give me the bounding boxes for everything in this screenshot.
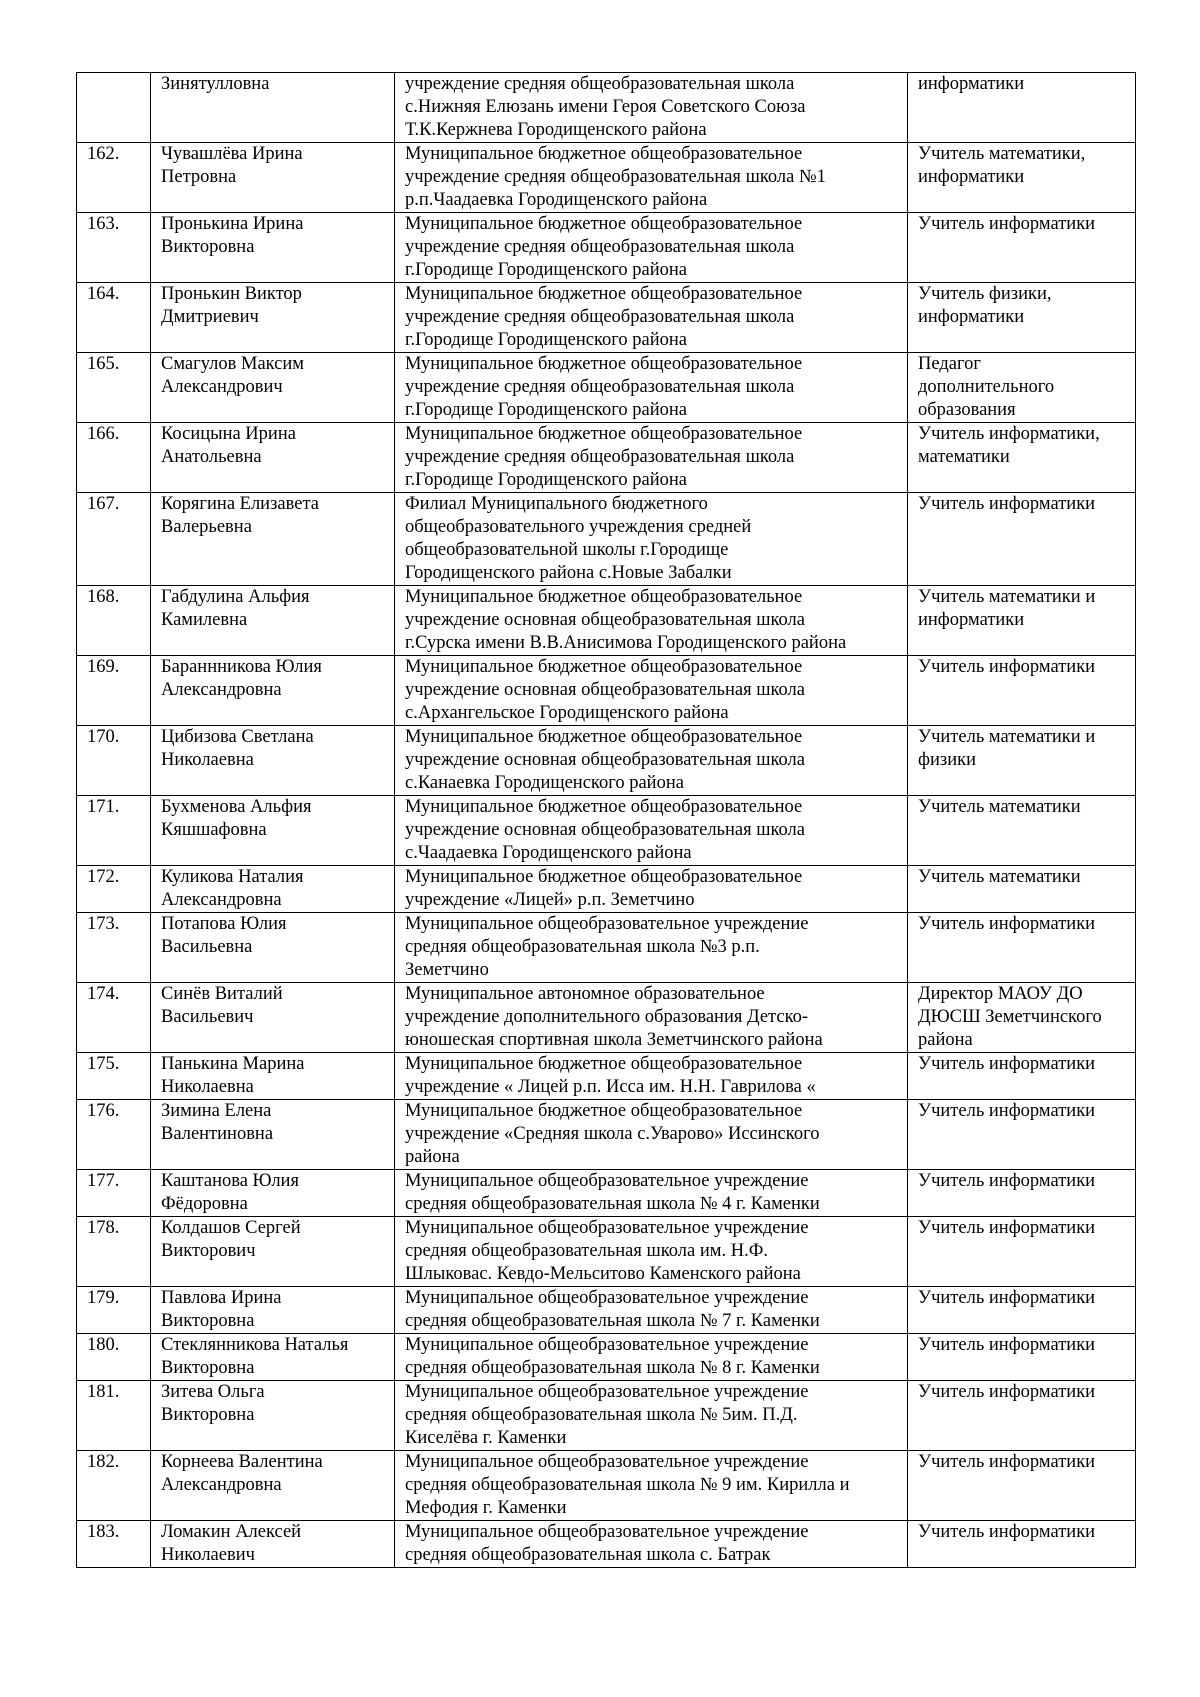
- institution: Муниципальное бюджетное общеобразовательное учреждение основная общеобразовательная школа с.Канаевка Городищенского района: [395, 726, 908, 796]
- teacher-name: Пронькин Виктор Дмитриевич: [151, 283, 395, 353]
- document-page: [76, 72, 1136, 1568]
- teacher-name: Зитева Ольга Викторовна: [151, 1381, 395, 1451]
- row-number: 166.: [77, 423, 151, 493]
- row-number: 177.: [77, 1170, 151, 1217]
- teacher-name: Чувашлёва Ирина Петровна: [151, 143, 395, 213]
- row-number: 172.: [77, 866, 151, 913]
- table-row: [77, 1521, 1136, 1568]
- position: Учитель информатики: [908, 1053, 1136, 1100]
- institution: Муниципальное бюджетное общеобразовательное учреждение средняя общеобразовательная школа г.Городище Городищенского района: [395, 213, 908, 283]
- row-number: 167.: [77, 493, 151, 586]
- teacher-name: Ломакин Алексей Николаевич: [151, 1521, 395, 1568]
- teacher-name: Зинятулловна: [151, 73, 395, 143]
- position: Учитель информатики, математики: [908, 423, 1136, 493]
- teacher-name: Зимина Елена Валентиновна: [151, 1100, 395, 1170]
- institution: Муниципальное бюджетное общеобразовательное учреждение основная общеобразовательная школа г.Сурска имени В.В.Анисимова Городищенского района: [395, 586, 908, 656]
- row-number: 164.: [77, 283, 151, 353]
- position: Учитель информатики: [908, 1217, 1136, 1287]
- table-row: [77, 1287, 1136, 1334]
- row-number: 165.: [77, 353, 151, 423]
- table-row: [77, 143, 1136, 213]
- institution: Муниципальное общеобразовательное учреждение средняя общеобразовательная школа им. Н.Ф. Шлыковас. Кевдо-Мельситово Каменского района: [395, 1217, 908, 1287]
- position: Директор МАОУ ДО ДЮСШ Земетчинского района: [908, 983, 1136, 1053]
- position: Педагог дополнительного образования: [908, 353, 1136, 423]
- row-number: 179.: [77, 1287, 151, 1334]
- teacher-name: Каштанова Юлия Фёдоровна: [151, 1170, 395, 1217]
- teacher-name: Бухменова Альфия Кяшшафовна: [151, 796, 395, 866]
- table-row: [77, 913, 1136, 983]
- teacher-name: Пронькина Ирина Викторовна: [151, 213, 395, 283]
- position: Учитель информатики: [908, 1287, 1136, 1334]
- row-number: 176.: [77, 1100, 151, 1170]
- teachers-table: [76, 72, 1136, 1568]
- position: Учитель информатики: [908, 656, 1136, 726]
- table-body: [77, 73, 1136, 1568]
- row-number: 181.: [77, 1381, 151, 1451]
- teacher-name: Синёв Виталий Васильевич: [151, 983, 395, 1053]
- position: информатики: [908, 73, 1136, 143]
- position: Учитель математики: [908, 866, 1136, 913]
- teacher-name: Габдулина Альфия Камилевна: [151, 586, 395, 656]
- teacher-name: Павлова Ирина Викторовна: [151, 1287, 395, 1334]
- position: Учитель информатики: [908, 1521, 1136, 1568]
- position: Учитель математики и информатики: [908, 586, 1136, 656]
- teacher-name: Косицына Ирина Анатольевна: [151, 423, 395, 493]
- row-number: 183.: [77, 1521, 151, 1568]
- position: Учитель физики, информатики: [908, 283, 1136, 353]
- teacher-name: Потапова Юлия Васильевна: [151, 913, 395, 983]
- position: Учитель математики: [908, 796, 1136, 866]
- row-number: 170.: [77, 726, 151, 796]
- institution: Муниципальное бюджетное общеобразовательное учреждение основная общеобразовательная школа с.Чаадаевка Городищенского района: [395, 796, 908, 866]
- position: Учитель информатики: [908, 1100, 1136, 1170]
- teacher-name: Смагулов Максим Александрович: [151, 353, 395, 423]
- teacher-name: Куликова Наталия Александровна: [151, 866, 395, 913]
- table-row: [77, 1217, 1136, 1287]
- institution: Филиал Муниципального бюджетного общеобразовательного учреждения средней общеобразовательной школы г.Городище Городищенского района с.Новые Забалки: [395, 493, 908, 586]
- table-row: [77, 423, 1136, 493]
- institution: Муниципальное общеобразовательное учреждение средняя общеобразовательная школа №3 р.п. Земетчино: [395, 913, 908, 983]
- table-row: [77, 1334, 1136, 1381]
- row-number: 173.: [77, 913, 151, 983]
- row-number: 182.: [77, 1451, 151, 1521]
- teacher-name: Панькина Марина Николаевна: [151, 1053, 395, 1100]
- institution: Муниципальное бюджетное общеобразовательное учреждение «Лицей» р.п. Земетчино: [395, 866, 908, 913]
- institution: Муниципальное общеобразовательное учреждение средняя общеобразовательная школа с. Батрак: [395, 1521, 908, 1568]
- institution: Муниципальное общеобразовательное учреждение средняя общеобразовательная школа № 4 г. Каменки: [395, 1170, 908, 1217]
- teacher-name: Бараннникова Юлия Александровна: [151, 656, 395, 726]
- row-number: 180.: [77, 1334, 151, 1381]
- row-number: 178.: [77, 1217, 151, 1287]
- institution: Муниципальное бюджетное общеобразовательное учреждение средняя общеобразовательная школа г.Городище Городищенского района: [395, 423, 908, 493]
- table-row: [77, 656, 1136, 726]
- table-row: [77, 796, 1136, 866]
- row-number: 168.: [77, 586, 151, 656]
- row-number: 174.: [77, 983, 151, 1053]
- table-row: [77, 1170, 1136, 1217]
- position: Учитель информатики: [908, 1451, 1136, 1521]
- table-row: [77, 586, 1136, 656]
- institution: Муниципальное общеобразовательное учреждение средняя общеобразовательная школа № 9 им. Кирилла и Мефодия г. Каменки: [395, 1451, 908, 1521]
- institution: Муниципальное автономное образовательное учреждение дополнительного образования Детско- юношеская спортивная школа Земетчинского района: [395, 983, 908, 1053]
- table-row: [77, 983, 1136, 1053]
- table-row: [77, 283, 1136, 353]
- institution: Муниципальное бюджетное общеобразовательное учреждение основная общеобразовательная школа с.Архангельское Городищенского района: [395, 656, 908, 726]
- table-row: [77, 213, 1136, 283]
- table-row: [77, 1451, 1136, 1521]
- row-number: 175.: [77, 1053, 151, 1100]
- table-row: [77, 353, 1136, 423]
- row-number: 163.: [77, 213, 151, 283]
- institution: учреждение средняя общеобразовательная школа с.Нижняя Елюзань имени Героя Советского Союза Т.К.Кержнева Городищенского района: [395, 73, 908, 143]
- institution: Муниципальное бюджетное общеобразовательное учреждение « Лицей р.п. Исса им. Н.Н. Гаврилова «: [395, 1053, 908, 1100]
- teacher-name: Цибизова Светлана Николаевна: [151, 726, 395, 796]
- table-row: [77, 726, 1136, 796]
- position: Учитель информатики: [908, 213, 1136, 283]
- teacher-name: Корнеева Валентина Александровна: [151, 1451, 395, 1521]
- institution: Муниципальное бюджетное общеобразовательное учреждение «Средняя школа с.Уварово» Иссинского района: [395, 1100, 908, 1170]
- row-number: [77, 73, 151, 143]
- institution: Муниципальное общеобразовательное учреждение средняя общеобразовательная школа № 7 г. Каменки: [395, 1287, 908, 1334]
- position: Учитель математики и физики: [908, 726, 1136, 796]
- institution: Муниципальное бюджетное общеобразовательное учреждение средняя общеобразовательная школа г.Городище Городищенского района: [395, 353, 908, 423]
- teacher-name: Корягина Елизавета Валерьевна: [151, 493, 395, 586]
- institution: Муниципальное общеобразовательное учреждение средняя общеобразовательная школа № 8 г. Каменки: [395, 1334, 908, 1381]
- row-number: 169.: [77, 656, 151, 726]
- position: Учитель информатики: [908, 1170, 1136, 1217]
- table-row: [77, 73, 1136, 143]
- institution: Муниципальное бюджетное общеобразовательное учреждение средняя общеобразовательная школа г.Городище Городищенского района: [395, 283, 908, 353]
- institution: Муниципальное общеобразовательное учреждение средняя общеобразовательная школа № 5им. П.Д. Киселёва г. Каменки: [395, 1381, 908, 1451]
- table-row: [77, 1100, 1136, 1170]
- institution: Муниципальное бюджетное общеобразовательное учреждение средняя общеобразовательная школа №1 р.п.Чаадаевка Городищенского района: [395, 143, 908, 213]
- teacher-name: Колдашов Сергей Викторович: [151, 1217, 395, 1287]
- table-row: [77, 493, 1136, 586]
- position: Учитель информатики: [908, 1381, 1136, 1451]
- table-row: [77, 866, 1136, 913]
- teacher-name: Стеклянникова Наталья Викторовна: [151, 1334, 395, 1381]
- row-number: 171.: [77, 796, 151, 866]
- position: Учитель информатики: [908, 1334, 1136, 1381]
- row-number: 162.: [77, 143, 151, 213]
- position: Учитель информатики: [908, 493, 1136, 586]
- table-row: [77, 1381, 1136, 1451]
- table-row: [77, 1053, 1136, 1100]
- position: Учитель математики, информатики: [908, 143, 1136, 213]
- position: Учитель информатики: [908, 913, 1136, 983]
